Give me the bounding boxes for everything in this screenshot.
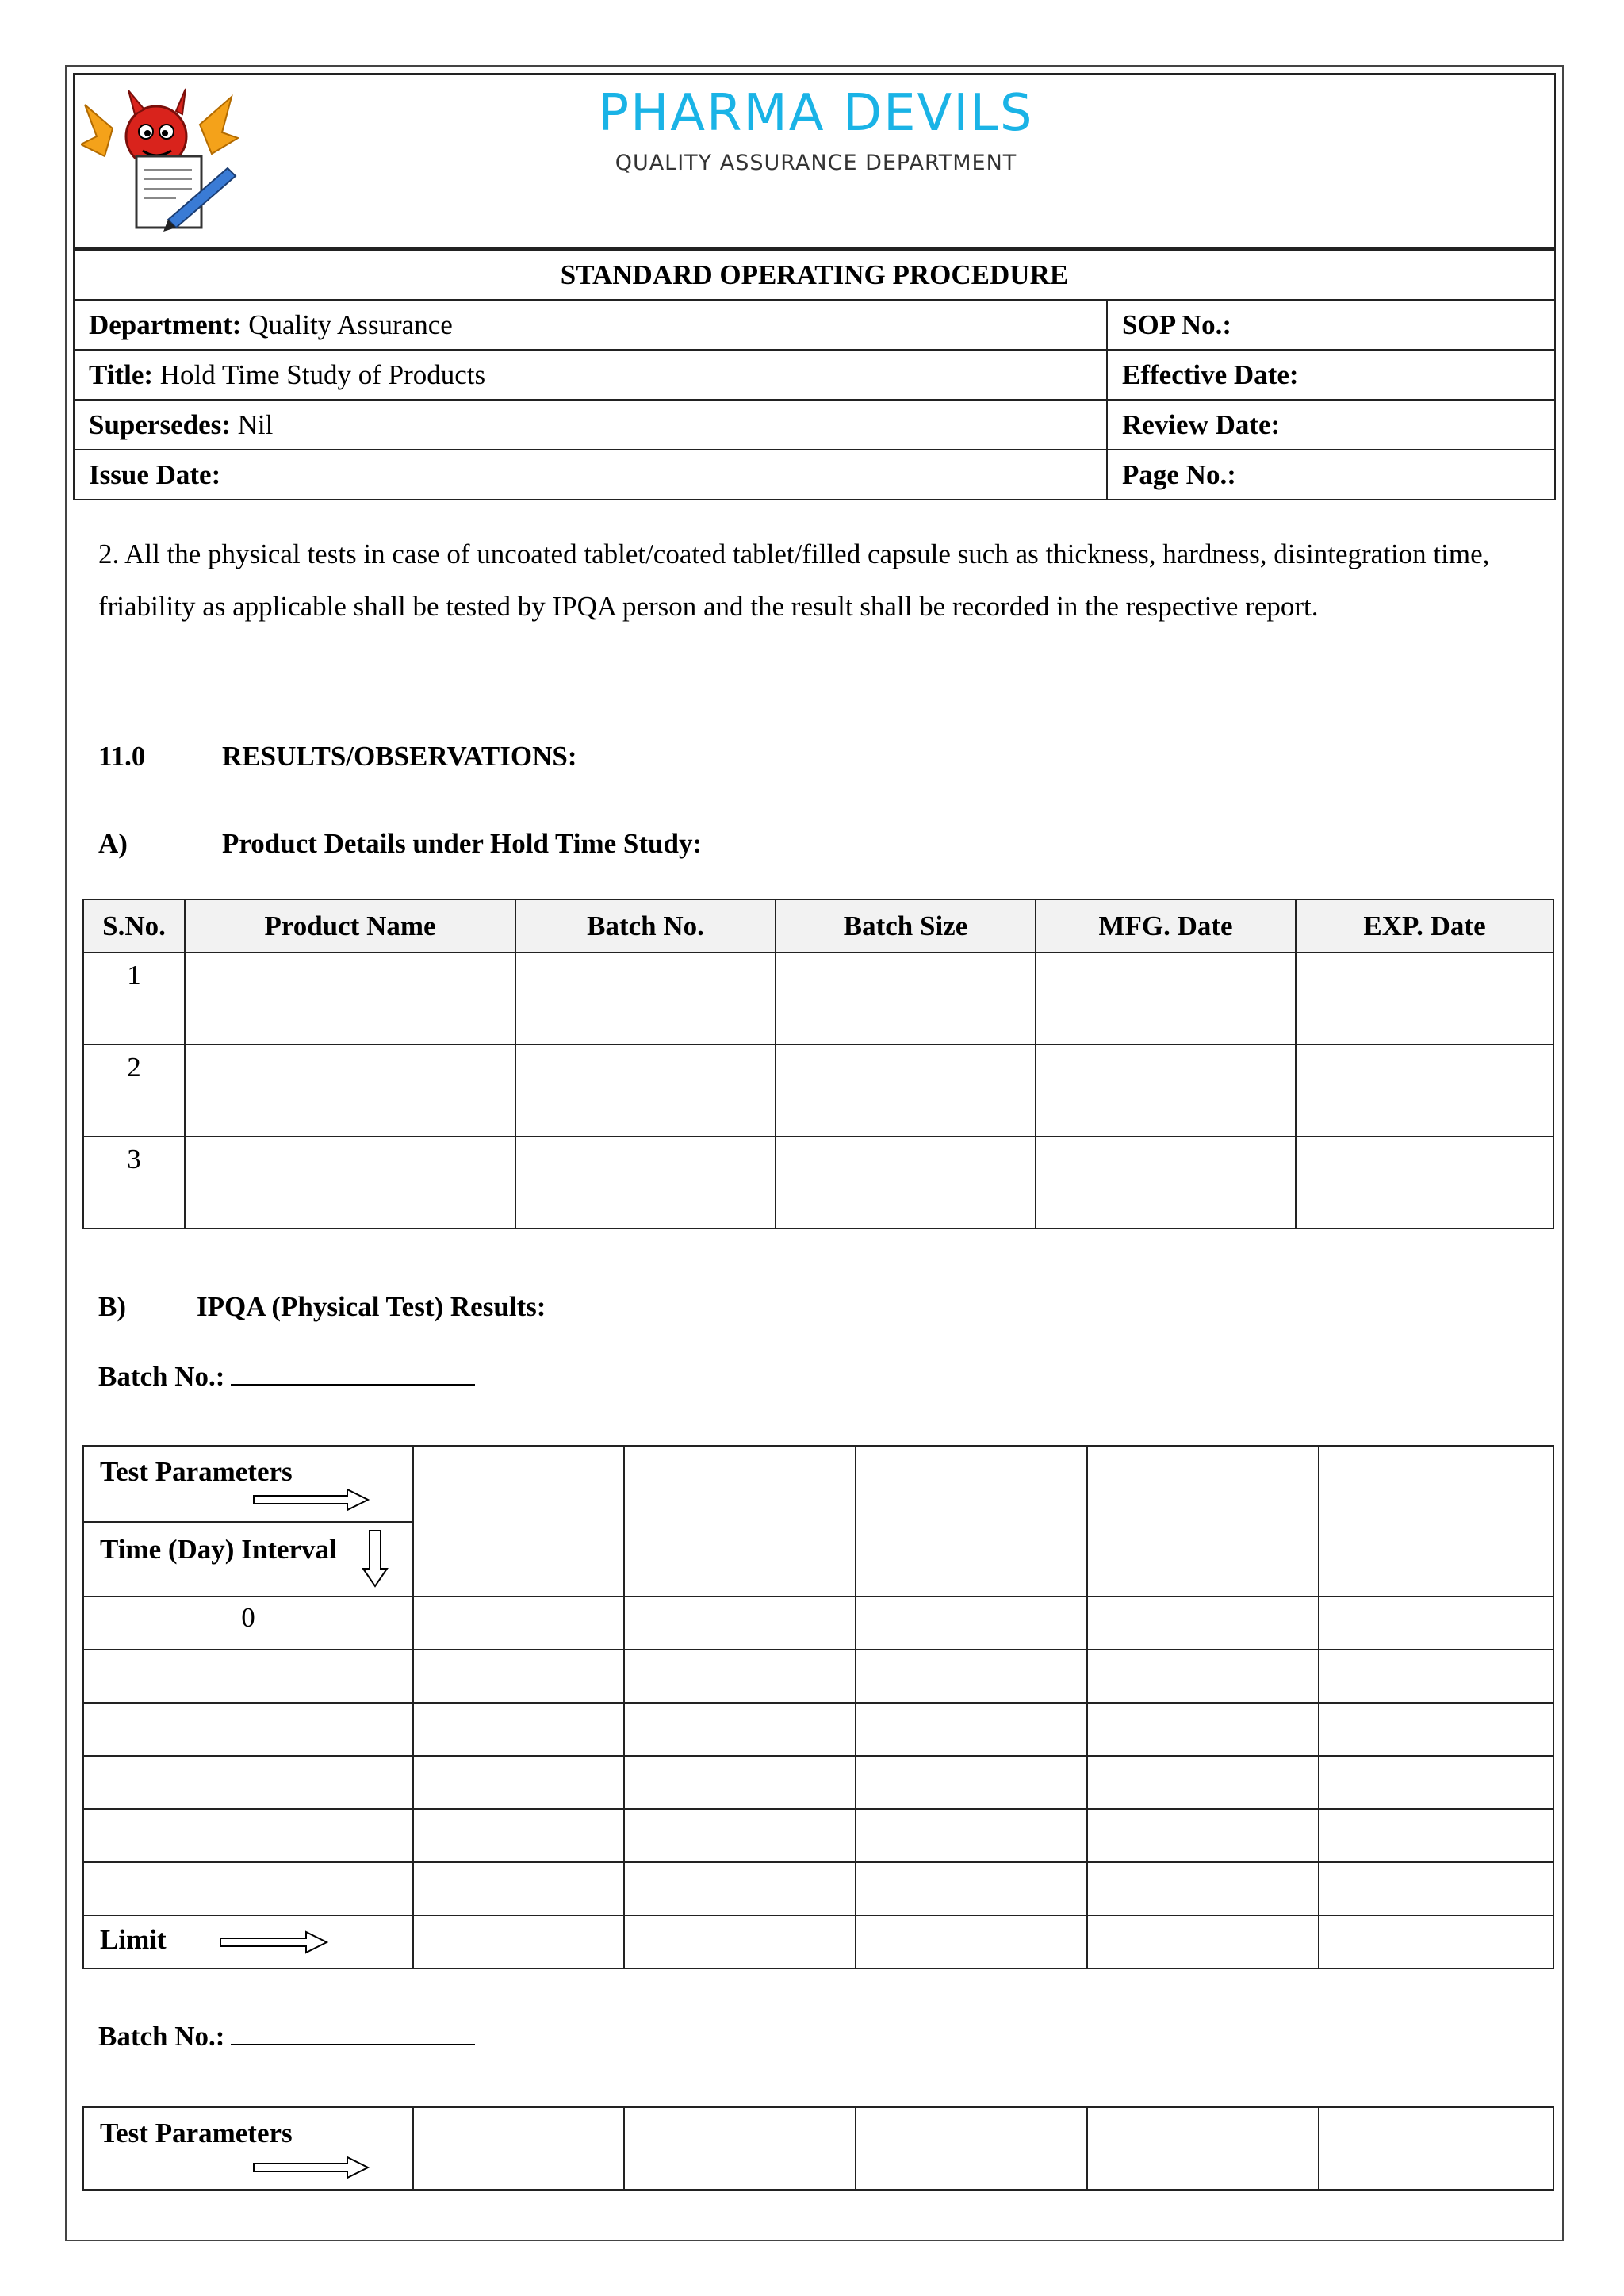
table-row <box>83 1809 1553 1862</box>
sop-info-table <box>73 249 1556 500</box>
ipqa-results-table-2 <box>82 2106 1554 2191</box>
batch-no-blank[interactable] <box>231 1362 475 1386</box>
table-cell[interactable] <box>624 1703 856 1756</box>
table-cell[interactable] <box>856 1756 1087 1809</box>
table-cell[interactable] <box>1319 1862 1553 1915</box>
table-cell[interactable] <box>1296 953 1553 1045</box>
col-header: MFG. Date <box>1036 899 1296 953</box>
body-paragraph: 2. All the physical tests in case of uncoated tablet/coated tablet/filled capsule such as thickness, hardness, disintegration time, friability as applicable shall be tested by IPQA person and the result shall be recorded in the respective report. <box>98 539 1490 622</box>
title-cell <box>74 350 1107 400</box>
table-cell[interactable] <box>856 1596 1087 1650</box>
param-header-cell[interactable] <box>1319 2107 1553 2190</box>
table-cell[interactable] <box>1036 1137 1296 1228</box>
table-cell[interactable] <box>624 1809 856 1862</box>
interval-cell: 0 <box>83 1596 413 1650</box>
col-header: S.No. <box>83 899 185 953</box>
batch-no-label: Batch No.: <box>98 2021 225 2052</box>
batch-no-label: Batch No.: <box>98 1361 225 1392</box>
test-parameters-cell <box>84 1447 412 1523</box>
table-cell[interactable] <box>1087 1809 1319 1862</box>
test-parameters-cell <box>83 2107 413 2190</box>
table-cell[interactable] <box>1087 1596 1319 1650</box>
ipqa-results-table <box>82 1445 1554 1969</box>
table-cell[interactable] <box>624 1915 856 1968</box>
param-header-cell[interactable] <box>1087 1446 1319 1596</box>
table-cell[interactable] <box>856 1915 1087 1968</box>
test-parameters-label: Test Parameters <box>100 2118 293 2148</box>
subsection-a-number: A) <box>98 828 128 859</box>
batch-no-line-2 <box>98 2021 475 2053</box>
interval-cell[interactable] <box>83 1862 413 1915</box>
table-cell[interactable] <box>413 1915 624 1968</box>
sop-no-label: SOP No.: <box>1122 309 1232 340</box>
table-row <box>83 953 1553 1045</box>
table-cell[interactable] <box>413 1862 624 1915</box>
table-cell[interactable] <box>1319 1650 1553 1703</box>
interval-cell[interactable] <box>83 1650 413 1703</box>
page-no-cell <box>1107 450 1555 500</box>
batch-no-blank[interactable] <box>231 2022 475 2045</box>
header-split-cell <box>83 1446 413 1596</box>
table-cell[interactable] <box>1319 1809 1553 1862</box>
table-cell[interactable] <box>856 1650 1087 1703</box>
table-cell[interactable] <box>776 1137 1036 1228</box>
title-label: Title: <box>89 358 154 390</box>
limit-cell <box>83 1915 413 1968</box>
effective-date-label: Effective Date: <box>1122 358 1299 390</box>
table-cell[interactable] <box>1087 1650 1319 1703</box>
table-cell[interactable] <box>1296 1045 1553 1137</box>
supersedes-cell <box>74 400 1107 450</box>
department-value: Quality Assurance <box>248 309 453 340</box>
table-cell[interactable] <box>413 1596 624 1650</box>
table-row <box>83 1756 1553 1809</box>
department-cell <box>74 300 1107 350</box>
section-number: 11.0 <box>98 741 146 772</box>
table-cell[interactable] <box>185 1137 515 1228</box>
issue-date-cell <box>74 450 1107 500</box>
subsection-a-title: Product Details under Hold Time Study: <box>222 828 703 859</box>
table-cell[interactable] <box>624 1862 856 1915</box>
page-no-label: Page No.: <box>1122 458 1236 490</box>
subsection-b-number: B) <box>98 1291 126 1322</box>
table-cell[interactable] <box>1319 1703 1553 1756</box>
table-cell[interactable] <box>1036 1045 1296 1137</box>
table-cell[interactable] <box>776 953 1036 1045</box>
table-cell[interactable] <box>1036 953 1296 1045</box>
table-cell[interactable] <box>1319 1915 1553 1968</box>
table-cell[interactable] <box>413 1809 624 1862</box>
right-arrow-icon <box>219 1930 330 1954</box>
table-cell[interactable] <box>1296 1137 1553 1228</box>
sno-cell: 1 <box>83 953 185 1045</box>
table-cell[interactable] <box>1087 1703 1319 1756</box>
param-header-cell[interactable] <box>1087 2107 1319 2190</box>
table-cell[interactable] <box>1319 1596 1553 1650</box>
col-header: Batch No. <box>515 899 776 953</box>
review-date-cell <box>1107 400 1555 450</box>
param-header-cell[interactable] <box>624 1446 856 1596</box>
down-arrow-icon <box>362 1529 389 1588</box>
table-row <box>83 1137 1553 1228</box>
table-row <box>83 1596 1553 1650</box>
review-date-label: Review Date: <box>1122 408 1281 440</box>
table-cell[interactable] <box>413 1703 624 1756</box>
table-row <box>83 1650 1553 1703</box>
table-cell[interactable] <box>515 1045 776 1137</box>
table-cell[interactable] <box>1319 1756 1553 1809</box>
table-row <box>83 1862 1553 1915</box>
department-label: Department: <box>89 309 242 340</box>
interval-cell[interactable] <box>83 1703 413 1756</box>
table-cell[interactable] <box>185 1045 515 1137</box>
table-cell[interactable] <box>624 1650 856 1703</box>
sno-cell: 2 <box>83 1045 185 1137</box>
sop-title-row: STANDARD OPERATING PROCEDURE <box>74 250 1555 300</box>
issue-date-label: Issue Date: <box>89 458 221 490</box>
table-cell[interactable] <box>1087 1862 1319 1915</box>
sno-cell: 3 <box>83 1137 185 1228</box>
table-cell[interactable] <box>413 1650 624 1703</box>
param-header-cell[interactable] <box>624 2107 856 2190</box>
test-parameters-label: Test Parameters <box>100 1456 293 1487</box>
limit-row <box>83 1915 1553 1968</box>
interval-cell[interactable] <box>83 1809 413 1862</box>
time-interval-label: Time (Day) Interval <box>100 1534 337 1565</box>
table-cell[interactable] <box>624 1756 856 1809</box>
param-header-cell[interactable] <box>856 2107 1087 2190</box>
param-header-cell[interactable] <box>856 1446 1087 1596</box>
document-header <box>73 73 1556 249</box>
interval-cell[interactable] <box>83 1756 413 1809</box>
table-row <box>83 1703 1553 1756</box>
table-cell[interactable] <box>185 953 515 1045</box>
param-header-cell[interactable] <box>413 1446 624 1596</box>
table-cell[interactable] <box>624 1596 856 1650</box>
table-cell[interactable] <box>515 1137 776 1228</box>
table-cell[interactable] <box>856 1809 1087 1862</box>
sop-no-cell <box>1107 300 1555 350</box>
supersedes-value: Nil <box>237 408 274 440</box>
table-cell[interactable] <box>776 1045 1036 1137</box>
table-cell[interactable] <box>856 1862 1087 1915</box>
table-cell[interactable] <box>515 953 776 1045</box>
param-header-cell[interactable] <box>413 2107 624 2190</box>
section-title: RESULTS/OBSERVATIONS: <box>222 741 577 772</box>
limit-label: Limit <box>100 1924 167 1955</box>
table-cell[interactable] <box>1087 1915 1319 1968</box>
title-value: Hold Time Study of Products <box>159 358 486 390</box>
effective-date-cell <box>1107 350 1555 400</box>
supersedes-label: Supersedes: <box>89 408 231 440</box>
table-cell[interactable] <box>413 1756 624 1809</box>
col-header: Product Name <box>185 899 515 953</box>
table-header-row <box>83 899 1553 953</box>
table-cell[interactable] <box>856 1703 1087 1756</box>
col-header: EXP. Date <box>1296 899 1553 953</box>
table-cell[interactable] <box>1087 1756 1319 1809</box>
param-header-cell[interactable] <box>1319 1446 1553 1596</box>
time-interval-cell <box>84 1523 412 1596</box>
batch-no-line-1 <box>98 1361 475 1393</box>
col-header: Batch Size <box>776 899 1036 953</box>
right-arrow-icon <box>252 2156 371 2179</box>
product-details-table <box>82 899 1554 1229</box>
table-row <box>83 1045 1553 1137</box>
brand-subtitle: QUALITY ASSURANCE DEPARTMENT <box>615 151 1017 175</box>
subsection-b-title: IPQA (Physical Test) Results: <box>197 1291 546 1322</box>
right-arrow-icon <box>252 1488 371 1512</box>
brand-title: PHARMA DEVILS <box>598 84 1034 143</box>
